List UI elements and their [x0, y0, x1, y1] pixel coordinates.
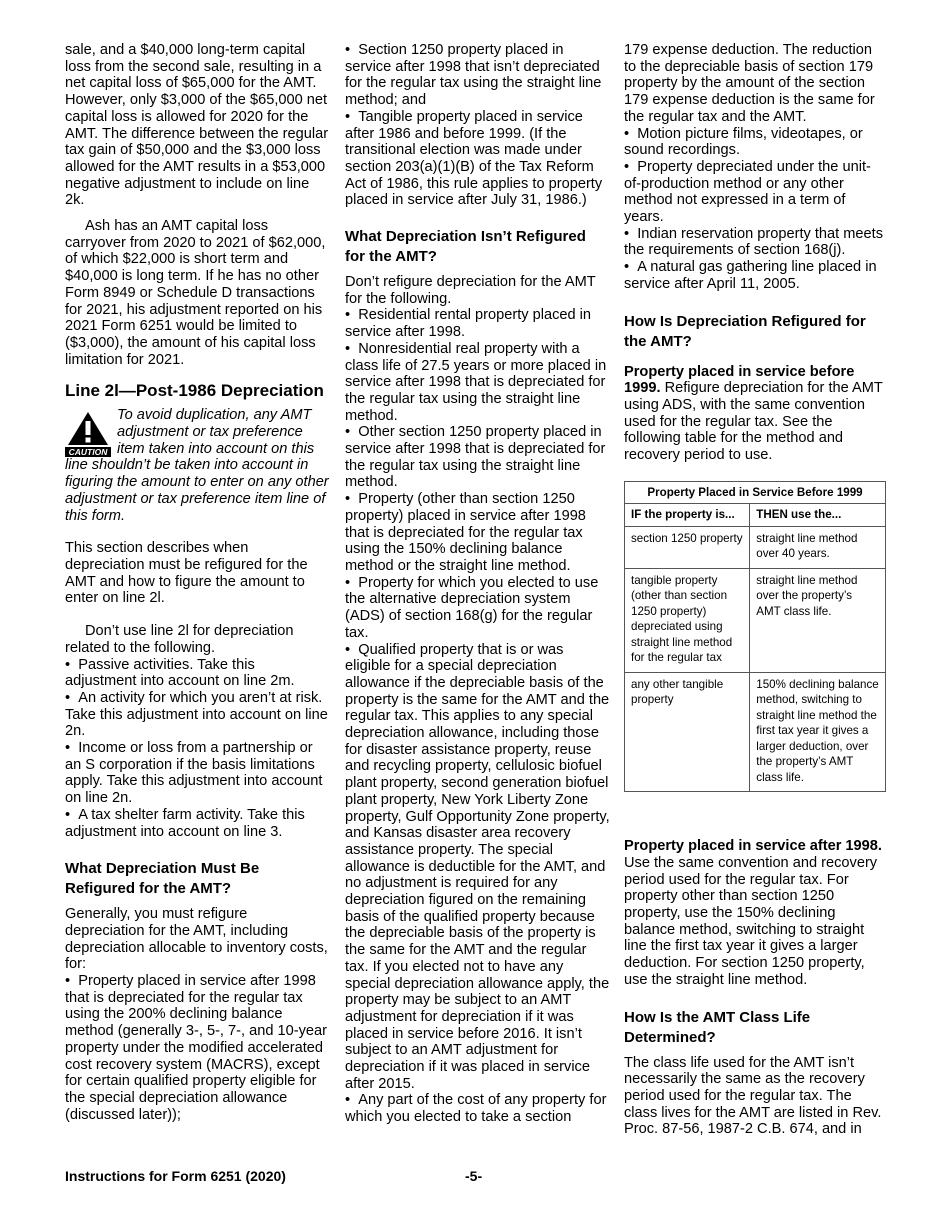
list-item: • A natural gas gathering line placed in service after April 11, 2005.: [624, 259, 886, 292]
list-item: • Property depreciated under the unit-of-production method or any other method not expressed in a term of years.: [624, 159, 886, 226]
column-header: THEN use the...: [750, 504, 886, 527]
table-cell: 150% declining balance method, switching to straight line method the first tax year it gives a larger deduction, over the property’s AMT class life.: [750, 672, 886, 792]
column-1: [65, 42, 330, 1123]
caution-text: To avoid duplication, any AMT adjustment or tax preference item taken into account on this line shouldn’t be taken into account in figuring the amount to enter on any other adjustment or tax preference item line of this form.: [65, 407, 329, 524]
list-item: • A tax shelter farm activity. Take this adjustment into account on line 3.: [65, 807, 330, 840]
list-item: • Other section 1250 property placed in service after 1998 that is depreciated for the regular tax using the straight line method.: [345, 424, 610, 491]
list-item: • Property placed in service after 1998 that is depreciated for the regular tax using the 200% declining balance method (generally 3-, 5-, 7-, and 10-year property under the modified accelerated cost recovery system (MACRS), except for certain qualified property eligible for the special depreciation allowance (discussed later));: [65, 973, 330, 1123]
list-item: • Residential rental property placed in service after 1998.: [345, 307, 610, 340]
list-item: • Income or loss from a partnership or an S corporation if the basis limitations apply. Take this adjustment into account on line 2n.: [65, 740, 330, 807]
paragraph: sale, and a $40,000 long-term capital loss from the second sale, resulting in a net capital loss of $65,000 for the AMT. However, only $3,000 of the $65,000 net capital loss is allowed for 2020 for the AMT. The difference between the regular tax gain of $50,000 and the $3,000 loss allowed for the AMT results in a $53,000 negative adjustment to include on line 2k.: [65, 42, 329, 209]
list-item: • Passive activities. Take this adjustment into account on line 2m.: [65, 657, 330, 690]
section-heading: How Is the AMT Class Life Determined?: [624, 1008, 811, 1046]
paragraph: The class life used for the AMT isn’t necessarily the same as the recovery period used for the regular tax. The class lives for the AMT are listed in Rev. Proc. 87-56, 1987-2 C.B. 674, and in: [624, 1054, 882, 1138]
table-cell: any other tangible property: [625, 672, 750, 792]
column-header: IF the property is...: [625, 504, 750, 527]
paragraph: [624, 364, 886, 464]
table-row: [625, 672, 886, 792]
list-item: • Indian reservation property that meets the requirements of section 168(j).: [624, 226, 886, 259]
section-heading: Line 2l—Post-1986 Depreciation: [65, 381, 324, 401]
column-3: [624, 42, 886, 1138]
paragraph: Ash has an AMT capital loss carryover from 2020 to 2021 of $62,000, of which $22,000 is short term and $40,000 is long term. If he has no other Form 8949 or Schedule D transactions for 2021, his adjustment reported on his 2021 Form 6251 would be limited to ($3,000), the amount of his capital loss limitation for 2021.: [65, 218, 326, 368]
page-number: -5-: [465, 1168, 483, 1184]
list-item: • An activity for which you aren’t at risk. Take this adjustment into account on line 2n.: [65, 690, 330, 740]
table-row: [625, 568, 886, 672]
paragraph: Don’t refigure depreciation for the AMT for the following.: [345, 274, 596, 307]
paragraph-text: Use the same convention and recovery period used for the regular tax. For property other than section 1250 property, use the 150% declining balance method, switching to straight line the first tax year it gives a larger deduction. For section 1250 property, use the straight line method.: [624, 854, 878, 988]
paragraph: [624, 838, 886, 988]
section-heading: What Depreciation Must Be Refigured for the AMT?: [65, 860, 260, 898]
section-heading: How Is Depreciation Refigured for the AMT?: [624, 312, 866, 350]
table-cell: straight line method over 40 years.: [750, 526, 886, 568]
run-in-heading: Property placed in service before 1999.: [624, 363, 855, 397]
table-cell: section 1250 property: [625, 526, 750, 568]
section-heading: What Depreciation Isn’t Refigured for the AMT?: [345, 228, 586, 266]
list-item: • Any part of the cost of any property for which you elected to take a section: [345, 1092, 610, 1125]
paragraph: This section describes when depreciation must be refigured for the AMT and how to figure the amount to enter on line 2l.: [65, 540, 308, 607]
list-item: • Motion picture films, videotapes, or sound recordings.: [624, 126, 886, 159]
paragraph-text: Refigure depreciation for the AMT using ADS, with the same convention used for the regular tax. See the following table for the method and recovery period to use.: [624, 380, 883, 464]
column-2: [345, 42, 610, 1126]
paragraph: Generally, you must refigure depreciation for the AMT, including depreciation allocable to inventory costs, for:: [65, 906, 328, 973]
table-cell: tangible property (other than section 1250 property) depreciated using straight line method for the regular tax: [625, 568, 750, 672]
list-item: • Qualified property that is or was eligible for a special depreciation allowance if the depreciable basis of the property is the same for the AMT and the regular tax. This applies to any special depreciation allowance, including those for disaster assistance property, reuse and recycling property, cellulosic biofuel plant property, second generation biofuel plant property, New York Liberty Zone property, Gulf Opportunity Zone property, and Kansas disaster area recovery assistance property. The special allowance is deductible for the AMT, and no adjustment is required for any depreciation figured on the remaining basis of the qualified property because the depreciable basis of the property is the same for the AMT and the regular tax. If you elected not to have any special depreciation allowance apply, the property may be subject to an AMT adjustment for depreciation if it was placed in service before 2016. It isn’t subject to an AMT adjustment for depreciation if it was placed in service after 2015.: [345, 642, 610, 1093]
list-item: • Nonresidential real property with a class life of 27.5 years or more placed in service after 1998 that is depreciated for the regular tax using the straight line method.: [345, 341, 610, 425]
footer-form-title: Instructions for Form 6251 (2020): [65, 1168, 286, 1184]
paragraph: Don’t use line 2l for depreciation related to the following.: [65, 623, 294, 656]
method-table: [624, 481, 886, 793]
table-caption: Property Placed in Service Before 1999: [625, 481, 886, 504]
run-in-heading: Property placed in service after 1998.: [624, 838, 882, 855]
list-item: • Section 1250 property placed in service after 1998 that isn’t depreciated for the regular tax using the straight line method; and: [345, 42, 610, 109]
caution-note: [65, 407, 330, 524]
caution-label: CAUTION: [68, 447, 108, 458]
paragraph: 179 expense deduction. The reduction to the depreciable basis of section 179 property by the amount of the section 179 expense deduction is the same for the regular tax and the AMT.: [624, 42, 875, 125]
caution-icon: [65, 411, 111, 457]
table-cell: straight line method over the property’s AMT class life.: [750, 568, 886, 672]
list-item: • Tangible property placed in service after 1986 and before 1999. (If the transitional election was made under section 203(a)(1)(B) of the Tax Reform Act of 1986, this rule applies to property placed in service after July 31, 1986.): [345, 109, 610, 209]
table-row: [625, 526, 886, 568]
list-item: • Property for which you elected to use the alternative depreciation system (ADS) of section 168(g) for the regular tax.: [345, 575, 610, 642]
list-item: • Property (other than section 1250 property) placed in service after 1998 that is depreciated for the regular tax using the 150% declining balance method or the straight line method.: [345, 491, 610, 575]
